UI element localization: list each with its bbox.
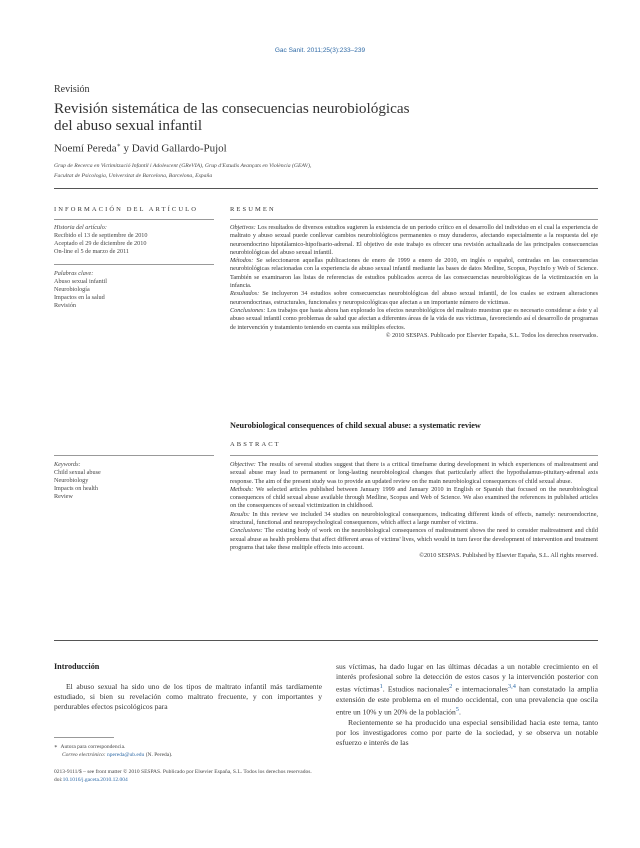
- abstract-copyright: ©2010 SESPAS. Published by Elsevier España, S.L. All rights reserved.: [419, 552, 598, 560]
- article-info-heading: INFORMACIÓN DEL ARTÍCULO: [54, 206, 199, 213]
- affiliation-line-1: Grup de Recerca en Victimització Infantil i Adolescent (GReVIA), Grup d'Estudis Avançats en Violència (GEAV),: [54, 163, 312, 169]
- doi-link[interactable]: 10.1016/j.gaceta.2010.12.004: [62, 776, 128, 783]
- methods-label: Methods:: [230, 485, 254, 493]
- keyword: Impactos en la salud: [54, 294, 105, 301]
- english-title: Neurobiological consequences of child sexual abuse: a systematic review: [230, 421, 481, 430]
- keyword-en: Child sexual abuse: [54, 469, 101, 476]
- introduction-heading: Introducción: [54, 662, 100, 671]
- author-separator: y: [123, 142, 129, 155]
- footnote-mark: ∗: [54, 744, 58, 750]
- keyword-en: Impacts on health: [54, 485, 98, 492]
- resultados-text: Se incluyeron 34 estudios sobre consecuencias neurobiológicas del abuso sexual infantil, de los cuales se extraen alteraciones neuroendocrinas, estructurales, funcionales y neuropsicológicas que afectan a un importante número de víctimas.: [230, 290, 599, 306]
- ref-2[interactable]: 2: [449, 683, 453, 691]
- received-date: Recibido el 13 de septiembre de 2010: [54, 232, 148, 239]
- article-title: [54, 100, 594, 134]
- intro-left-text: El abuso sexual ha sido uno de los tipos de maltrato infantil más tardíamente estudiado, si bien su revelación como maltrato frecuente, y con importantes y perdurables efectos psicológicos para: [54, 682, 322, 712]
- resultados-label: Resultados:: [230, 290, 260, 298]
- affiliation-line-2: Facultat de Psicologia, Universitat de Barcelona, Barcelona, España: [54, 173, 213, 179]
- intro-right-column: [336, 662, 598, 749]
- results-text: In this review we included 34 studies on neurobiological consequences, indicating different kinds of effects, namely: neuroendocrine, structural, functional and neuropsychological consequences, which affect a large number of victims.: [230, 510, 598, 527]
- objective-label: Objective:: [230, 461, 256, 468]
- online-date: On-line el 5 de marzo de 2011: [54, 248, 130, 255]
- doi-label: doi:: [54, 776, 63, 783]
- keyword: Neurobiología: [54, 286, 90, 293]
- abstract-body: [230, 461, 598, 561]
- metodos-label: Métodos:: [230, 257, 254, 265]
- article-section-label: Revisión: [54, 84, 90, 95]
- keywords-es: [54, 270, 107, 310]
- title-line-2: del abuso sexual infantil: [54, 117, 203, 134]
- abstract-divider: [230, 455, 598, 456]
- conclusions-label: Conclusions:: [230, 527, 263, 535]
- history-label: Historia del artículo:: [54, 224, 107, 231]
- abstract-end-rule: [54, 640, 598, 641]
- journal-reference: Gac Sanit. 2011;25(3):233–239: [274, 47, 366, 54]
- methods-text: We selected articles published between January 1999 and January 2010 in English or Spanish that focused on the neurobiological consequences of child sexual abuse available through Medline, Scopus and Web of Science. We also examined the references in published articles on the consequences of sexual victimization in childhood.: [230, 485, 599, 510]
- objetivos-label: Objetivos:: [230, 224, 256, 231]
- objetivos-text: Los resultados de diversos estudios sugieren la existencia de un periodo crítico en el desarrollo del individuo en el cual la experiencia de maltrato y abuso sexual puede conllevar cambios neurobiológicos permanentes o muy duraderos, afectando especialmente a la respuesta del eje neuroendocrino hipotálamico-hipofisario-adrenal. El objetivo de este trabajo es ofrecer una revisión actualizada de las principales consecuencias neurobiológicas del abuso sexual infantil.: [230, 224, 598, 256]
- author-1: Noemí Pereda: [54, 142, 117, 155]
- authors: [54, 142, 227, 155]
- article-history: [54, 224, 147, 256]
- keyword-en: Neurobiology: [54, 477, 89, 484]
- ref-3-4[interactable]: 3,4: [507, 683, 516, 691]
- header-rule: [54, 188, 598, 189]
- affiliation: [54, 161, 594, 181]
- author-2: David Gallardo-Pujol: [131, 142, 227, 155]
- keywords-label: Palabras clave:: [54, 270, 94, 277]
- intro-right-paragraph-1: sus víctimas, ha dado lugar en las últimas décadas a un notable crecimiento en el interés profesional sobre la detección de estos casos y la intervención posterior con estas víctimas$^1$. Estudios nacionales$^2$ e internacionales$^{3,4}$ han constatado la amplia extensión de este problema en el mundo occidental, con una prevalencia que oscila entre un 10% y un 20% de la población$^5$.: [336, 662, 598, 717]
- email-label: Correo electrónico:: [62, 752, 106, 758]
- resumen-body: [230, 224, 598, 340]
- conclusiones-label: Conclusiones:: [230, 306, 266, 314]
- results-label: Results:: [230, 510, 250, 518]
- ref-5[interactable]: 5: [455, 706, 459, 714]
- info-divider: [54, 219, 214, 220]
- accepted-date: Aceptado el 29 de diciembre de 2010: [54, 240, 147, 247]
- footnote-text: Autora para correspondencia.: [60, 744, 126, 750]
- intro-right-paragraph-2: Recientemente se ha producido una especial sensibilidad hacia este tema, tanto por los investigadores como por parte de la sociedad, y se observa un notable esfuerzo e interés de las: [336, 718, 598, 748]
- resumen-copyright: © 2010 SESPAS. Publicado por Elsevier España, S.L. Todos los derechos reservados.: [385, 331, 598, 339]
- resumen-divider: [230, 219, 598, 220]
- keyword: Abuso sexual infantil: [54, 278, 107, 285]
- ref-1[interactable]: 1: [379, 683, 383, 691]
- keyword: Revisión: [54, 302, 77, 309]
- footnote-rule: [54, 737, 114, 738]
- abstract-heading: ABSTRACT: [230, 441, 281, 448]
- email-link[interactable]: npereda@ub.edu: [107, 752, 145, 758]
- conclusions-text: The existing body of work on the neurobiological consequences of maltreatment shows the need to consider maltreatment and child sexual abuse as health problems that affect different areas of victims' lives, which would in turn favor the development of intervention and treatment programs that take these multiple effects into account.: [230, 527, 598, 551]
- keywords-en-divider: [54, 455, 214, 456]
- corresponding-mark: ∗: [116, 143, 121, 149]
- conclusiones-text: Los trabajos que hasta ahora han explorado los efectos neurobiológicos del maltrato muestran que es necesario considerar a éste y al abuso sexual infantil como problemas de salud que afectan a diferentes áreas de la vida de sus víctimas, favoreciendo así el desarrollo de programas de intervención y tratamiento teniendo en cuenta sus múltiples efectos.: [230, 306, 598, 331]
- email-suffix: (N. Pereda).: [145, 752, 173, 758]
- footnote: [54, 743, 172, 759]
- front-matter: [54, 769, 312, 785]
- objective-text: The results of several studies suggest that there is a critical timeframe during development in which experiences of maltreatment and sexual abuse may lead to permanent or long-lasting neurobiological changes that particularly affect the hypothalamus-pituitary-adrenal axis response. The aim of the present study was to provide an updated review on the main neurobiological consequences of child sexual abuse.: [230, 461, 599, 485]
- keyword-en: Review: [54, 493, 73, 500]
- intro-left-paragraph: [54, 682, 322, 713]
- resumen-heading: RESUMEN: [230, 206, 276, 213]
- keywords-en: [54, 461, 101, 501]
- title-line-1: Revisión sistemática de las consecuencias neurobiológicas: [54, 100, 410, 117]
- metodos-text: Se seleccionaron aquellas publicaciones de enero de 1999 a enero de 2010, en inglés o español, centradas en las consecuencias neurobiológicas relacionadas con la experiencia de abuso sexual infantil mediante las bases de datos Medline, Scopus, PsycInfo y Web of Science. También se examinaron las listas de referencias de estudios publicados acerca de las consecuencias neurobiológicas de la victimización en la infancia.: [230, 257, 598, 290]
- front-matter-line: 0213-9111/$ – see front matter © 2010 SESPAS. Publicado por Elsevier España, S.L. Todos los derechos reservados.: [54, 769, 312, 775]
- history-divider: [54, 264, 214, 265]
- keywords-en-label: Keywords:: [54, 461, 81, 468]
